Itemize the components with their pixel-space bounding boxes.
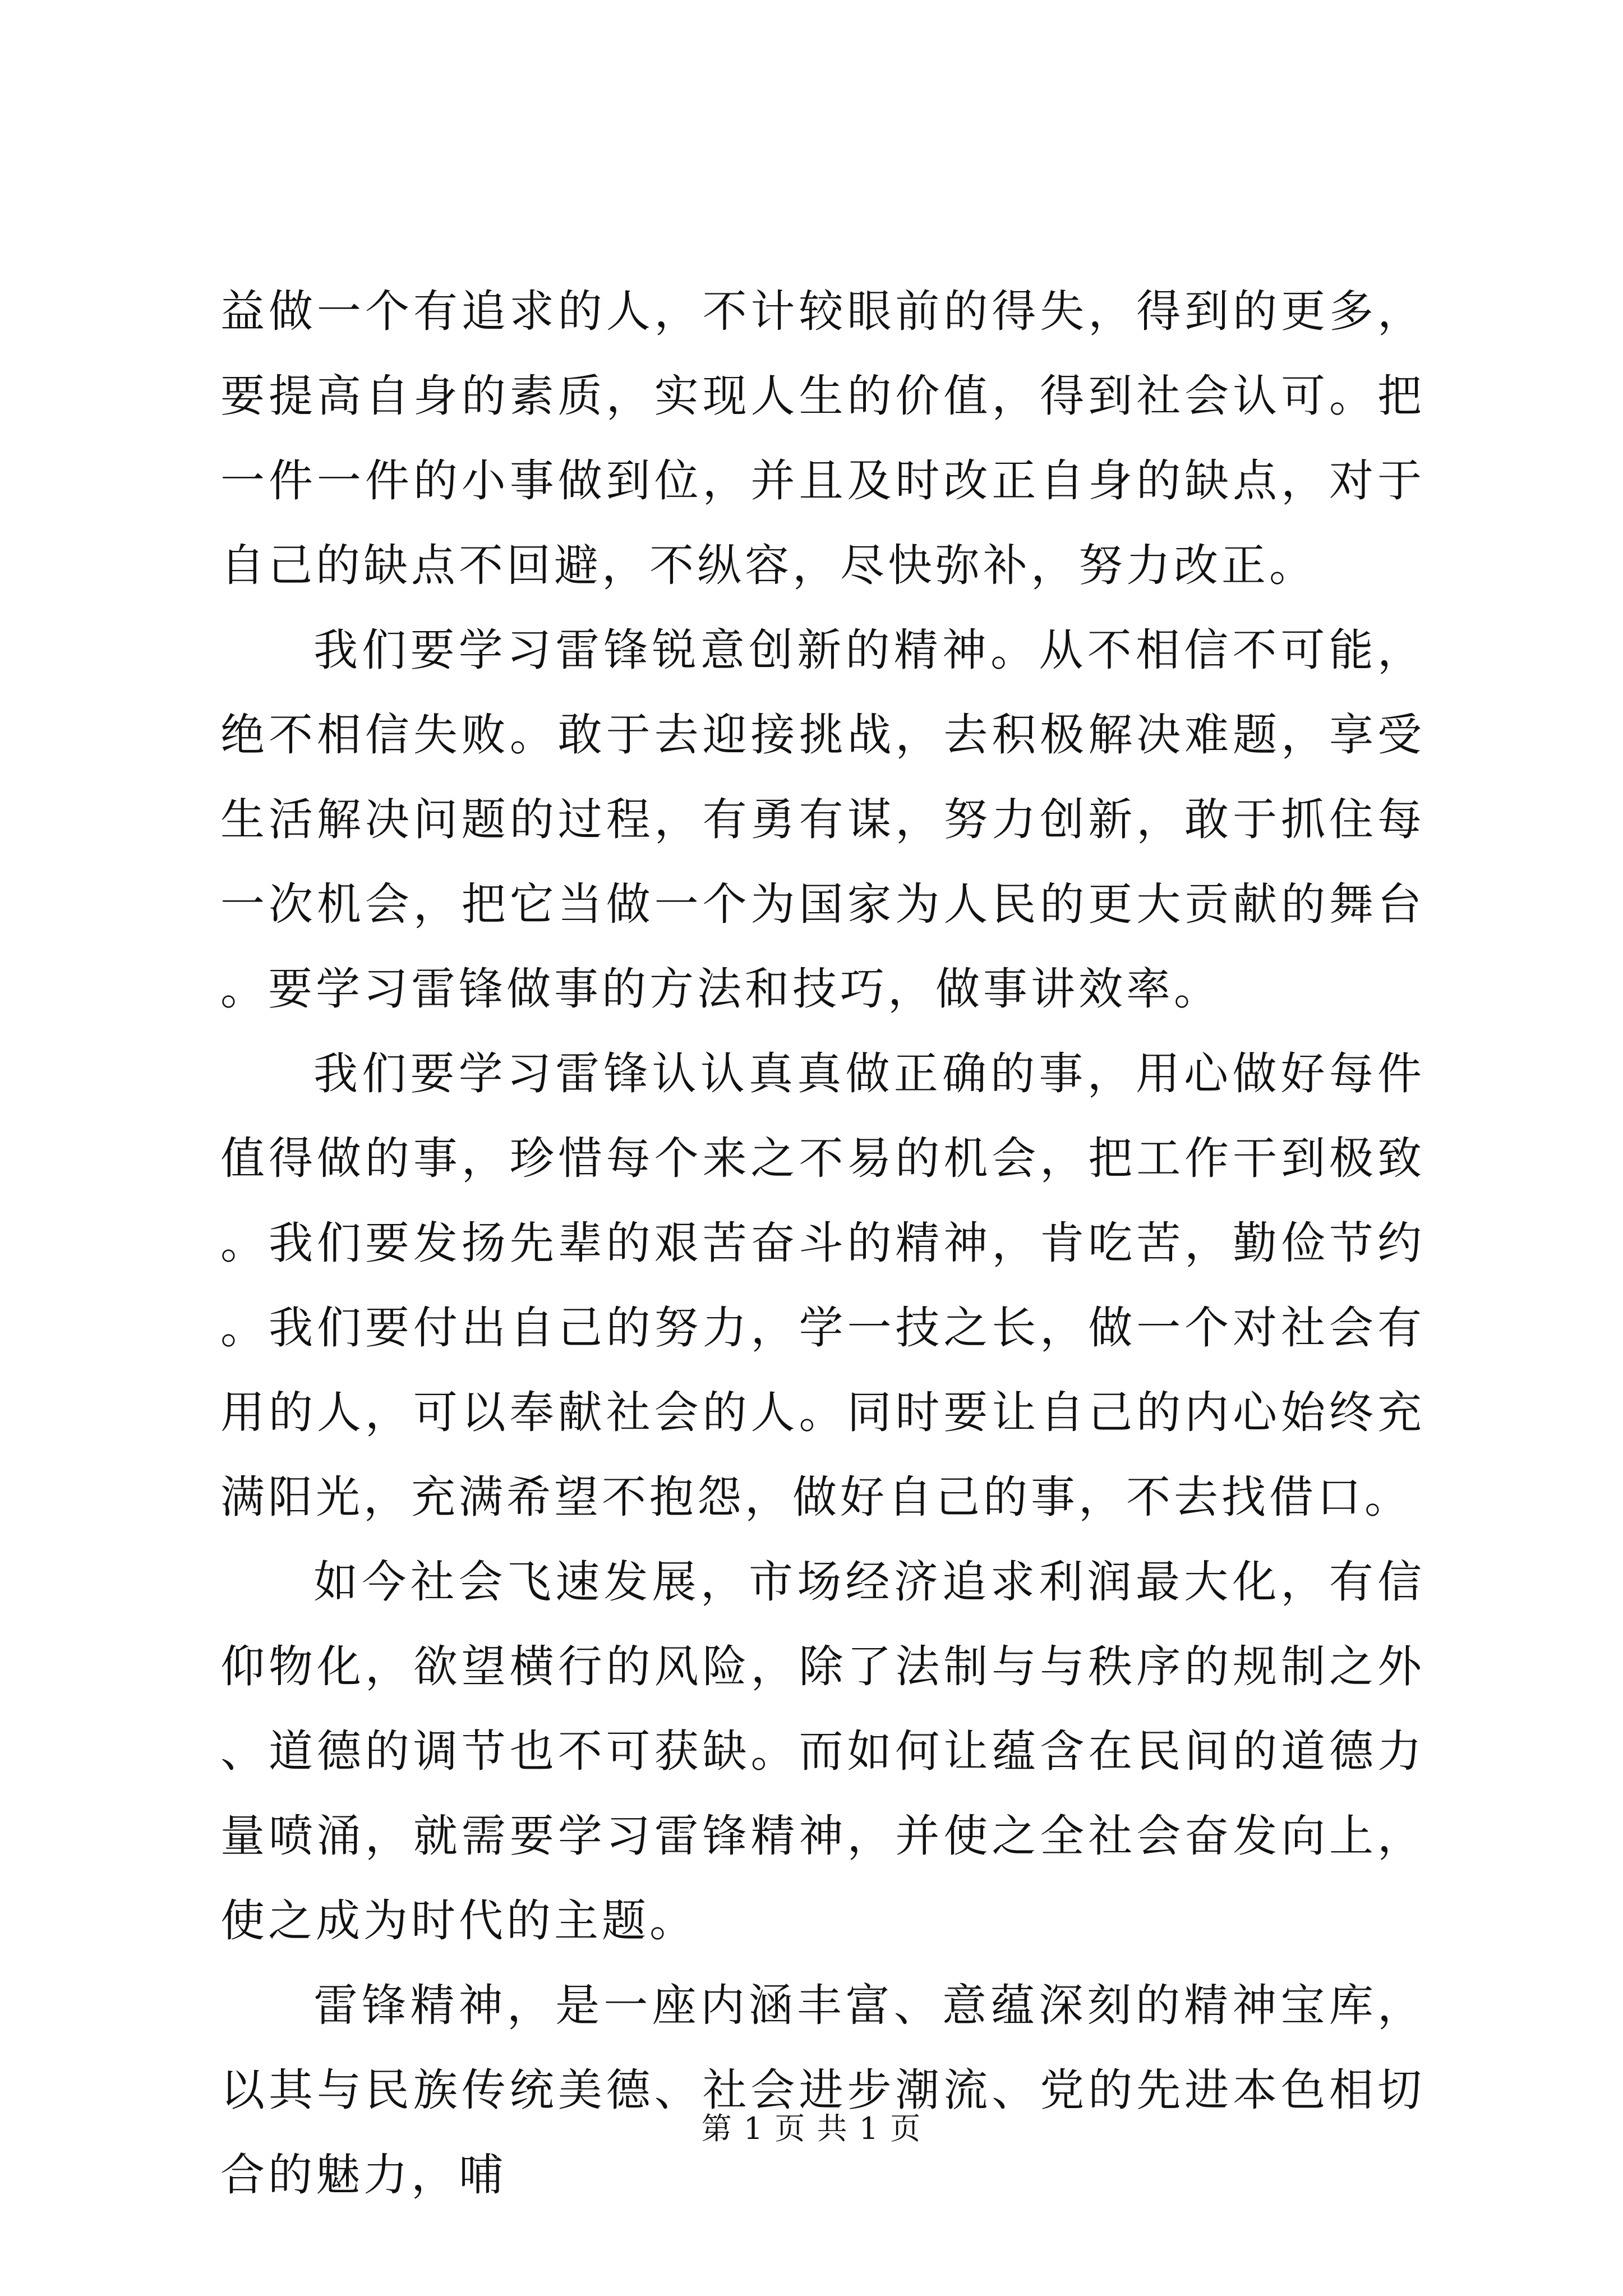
paragraph-1: 益做一个有追求的人，不计较眼前的得失，得到的更多，要提高自身的素质，实现人生的价值，得到社会认可。把一件一件的小事做到位，并且及时改正自身的缺点，对于自己的缺点不回避，不纵容，尽快弥补，努力改正。: [220, 286, 1425, 591]
paragraph-4: 如今社会飞速发展，市场经济追求利润最大化，有信仰物化，欲望横行的风险，除了法制与与秩序的规制之外、道德的调节也不可获缺。而如何让蕴含在民间的道德力量喷涌，就需要学习雷锋精神，并使之全社会奋发向上，使之成为时代的主题。: [220, 1556, 1425, 1947]
paragraph-3: 我们要学习雷锋认认真真做正确的事，用心做好每件值得做的事，珍惜每个来之不易的机会，把工作干到极致。我们要发扬先辈的艰苦奋斗的精神，肯吃苦，勤俭节约。我们要付出自己的努力，学一技之长，做一个对社会有用的人，可以奉献社会的人。同时要让自己的内心始终充满阳光，充满希望不抱怨，做好自己的事，不去找借口。: [220, 1048, 1425, 1523]
paragraph-5: 雷锋精神，是一座内涵丰富、意蕴深刻的精神宝库，以其与民族传统美德、社会进步潮流、党的先进本色相切合的魅力，哺: [220, 1980, 1425, 2201]
document-body: [220, 269, 1425, 2217]
page-footer: 第 1 页 共 1 页: [701, 2111, 922, 2146]
paragraph-2: 我们要学习雷锋锐意创新的精神。从不相信不可能，绝不相信失败。敢于去迎接挑战，去积极解决难题，享受生活解决问题的过程，有勇有谋，努力创新，敢于抓住每一次机会，把它当做一个为国家为人民的更大贡献的舞台。要学习雷锋做事的方法和技巧，做事讲效率。: [220, 624, 1425, 1015]
